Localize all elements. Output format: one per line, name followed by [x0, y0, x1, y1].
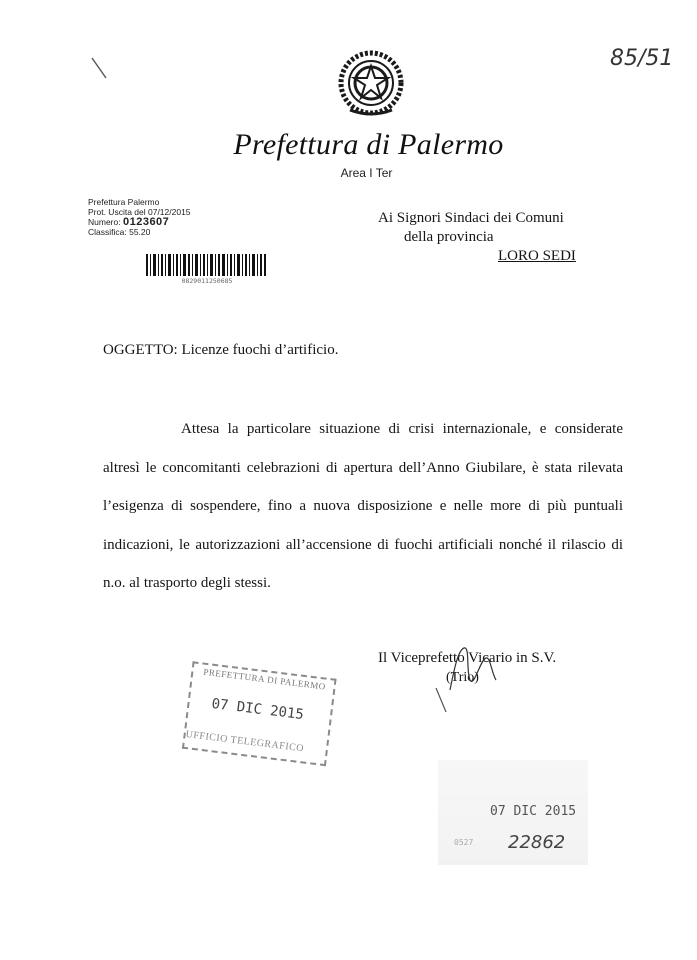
- protocol-classifica: Classifica: 55.20: [88, 227, 151, 237]
- arrival-stamp-date: 07 DIC 2015: [490, 804, 577, 819]
- pen-stroke-mark: [90, 56, 110, 80]
- arrival-handwritten-number: 22862: [508, 832, 566, 853]
- page-subtitle: Area I Ter: [340, 166, 393, 180]
- handwritten-reference: 85/51: [610, 46, 674, 71]
- protocol-number-label: Numero:: [88, 217, 121, 227]
- body-paragraph: Attesa la particolare situazione di crisi internazionale, e considerate altresì le concomitanti celebrazioni di apertura dell’Anno Giubilare, è stata rilevata l’esigenza di sospendere, fino a nuova disposizione e nelle more di più puntuali indicazioni, le autorizzazioni all’accensione di fuochi artificiali nonché il rilascio di n.o. al trasporto degli stessi.: [103, 421, 623, 591]
- telegraph-office-stamp: [169, 650, 352, 790]
- protocol-number-row: [88, 217, 191, 227]
- protocol-block: [88, 197, 191, 237]
- recipients-line-1: Ai Signori Sindaci dei Comuni: [378, 210, 564, 226]
- pen-stroke-mark: [434, 686, 448, 714]
- arrival-stamp-code: 0527: [454, 838, 474, 847]
- subject-line: OGGETTO: Licenze fuochi d’artificio.: [103, 342, 339, 358]
- signature-name: (Trio): [446, 670, 479, 685]
- signature-scribble: [440, 640, 510, 700]
- stamp-date: 07 DIC 2015: [210, 695, 305, 724]
- stamp-top-text: PREFETTURA DI PALERMO: [202, 666, 327, 692]
- barcode-icon: [146, 254, 268, 284]
- arrival-stamp: [438, 760, 588, 870]
- recipients-block: [378, 209, 576, 266]
- signature-title: Il Viceprefetto Vicario in S.V.: [378, 650, 557, 666]
- protocol-number: 0123607: [122, 216, 170, 228]
- recipients-line-3: LORO SEDI: [498, 248, 576, 264]
- italian-republic-emblem-icon: [334, 48, 408, 120]
- page-title: Prefettura di Palermo: [233, 128, 504, 161]
- protocol-line: Prot. Uscita del 07/12/2015: [88, 207, 191, 217]
- protocol-office: Prefettura Palermo: [88, 197, 160, 207]
- recipients-line-2: della provincia: [404, 229, 494, 245]
- stamp-bottom-text: UFFICIO TELEGRAFICO: [185, 728, 305, 755]
- barcode-text: 0829011250685: [181, 277, 233, 284]
